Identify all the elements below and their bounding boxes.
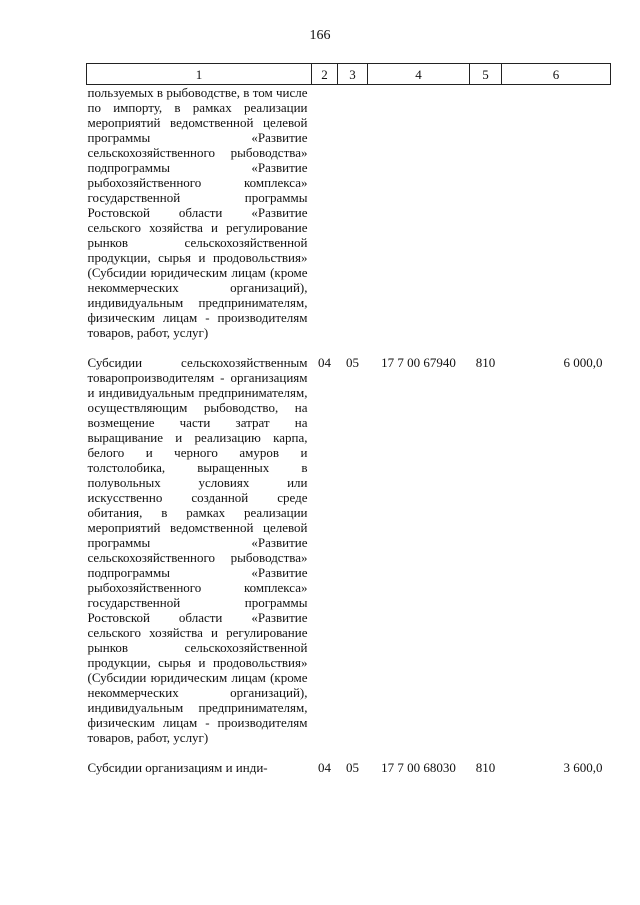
column-header-3: 3 — [338, 64, 368, 85]
row-description: пользуемых в рыбоводстве, в том числе по импорту, в рамках реализации мероприятий ведомственной целевой программы «Развитие сельскохозяйственного рыбоводства» подпрограммы «Развитие рыбохозяйственного комплекса» государственной программы Ростовской области «Развитие сельского хозяйства и регулирование рынков сельскохозяйственной продукции, сырья и продовольствия» (Субсидии юридическим лицам (кроме некоммерческих организаций), индивидуальным предпринимателям, физическим лицам - производителям товаров, работ, услуг) — [87, 85, 308, 340]
row-description: Субсидии организациям и инди- — [87, 760, 268, 775]
row-target-article — [368, 85, 470, 341]
table-row — [87, 85, 611, 341]
table-row — [87, 745, 611, 775]
table-row — [87, 340, 611, 745]
row-amount: 3 600,0 — [563, 760, 603, 775]
page-number: 166 — [309, 28, 331, 43]
row-subsection: 05 — [346, 355, 359, 370]
row-description: Субсидии сельскохозяйственным товаропроизводителям - организациям и индивидуальным предпринимателям, осуществляющим рыбоводство, на возмещение части затрат на выращивание и реализацию карпа, белого и черного амуров и толстолобика, выращенных в полувольных условиях или искусственно созданной среде обитания, в рамках реализации мероприятий ведомственной целевой программы «Развитие сельскохозяйственного рыбоводства» подпрограммы «Развитие рыбохозяйственного комплекса» государственной программы Ростовской области «Развитие сельского хозяйства и регулирование рынков сельскохозяйственной продукции, сырья и продовольствия» (Субсидии юридическим лицам (кроме некоммерческих организаций), индивидуальным предпринимателям, физическим лицам - производителям товаров, работ, услуг) — [87, 355, 308, 745]
column-header-2: 2 — [312, 64, 338, 85]
row-amount — [502, 85, 611, 341]
column-header-4: 4 — [368, 64, 470, 85]
column-header-6: 6 — [502, 64, 611, 85]
column-header-5: 5 — [470, 64, 502, 85]
row-amount: 6 000,0 — [563, 355, 603, 370]
budget-table — [86, 63, 611, 775]
row-section: 04 — [318, 760, 331, 775]
row-target-article: 17 7 00 67940 — [381, 355, 456, 370]
row-section: 04 — [318, 355, 331, 370]
column-header-1: 1 — [87, 64, 312, 85]
row-subsection: 05 — [346, 760, 359, 775]
row-target-article: 17 7 00 68030 — [381, 760, 456, 775]
row-expense-type: 810 — [475, 355, 496, 370]
table-header — [87, 64, 611, 85]
row-section — [312, 85, 338, 341]
row-expense-type: 810 — [475, 760, 496, 775]
row-expense-type — [470, 85, 502, 341]
row-subsection — [338, 85, 368, 341]
